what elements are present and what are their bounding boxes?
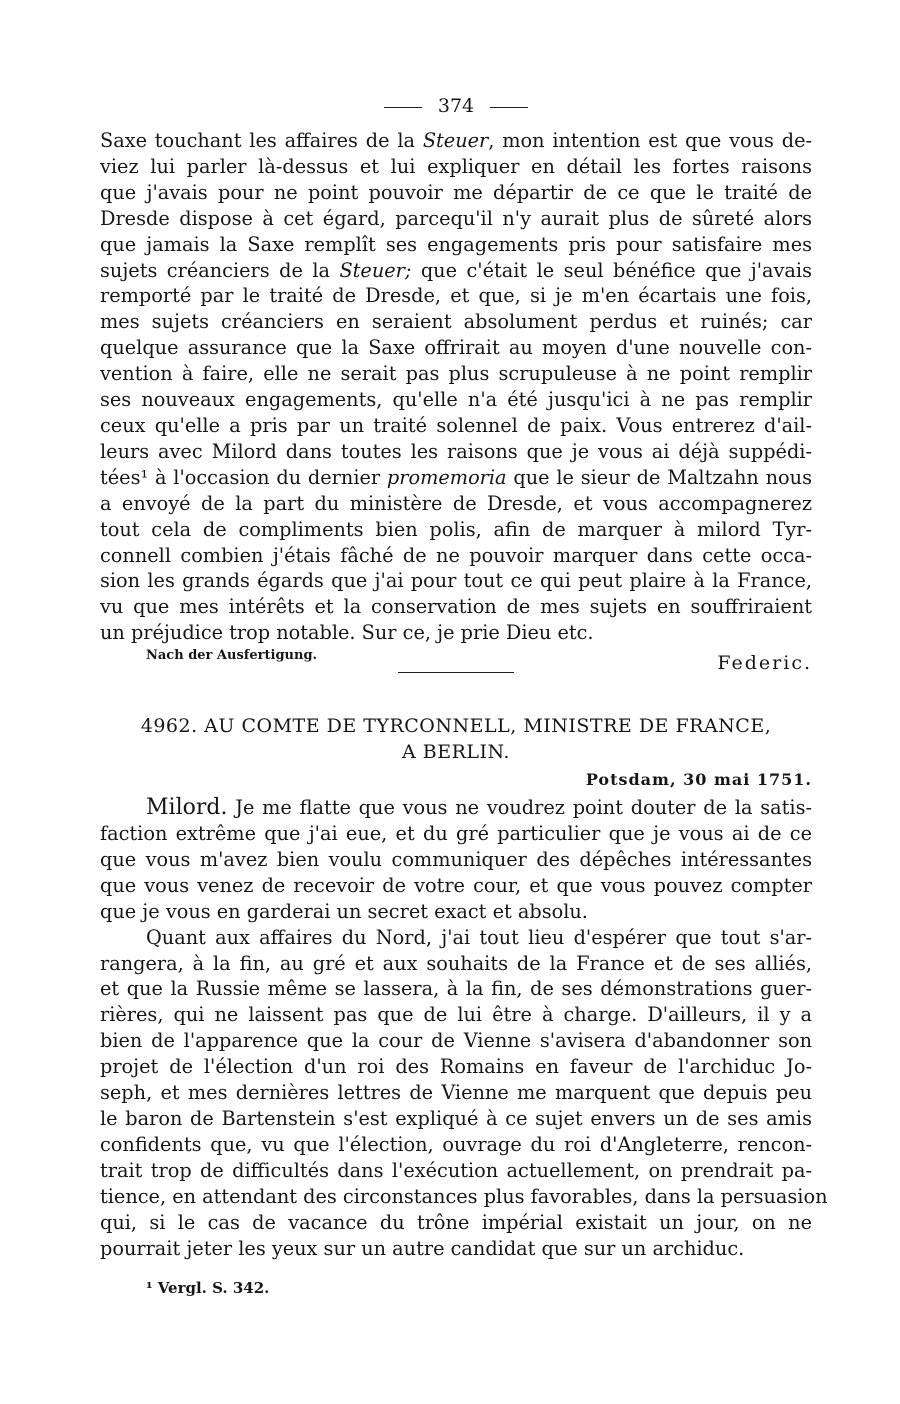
letter-title xyxy=(100,713,812,765)
text-line: et que la Russie même se lassera, à la fin, de ses démonstrations guer- xyxy=(100,977,812,1001)
text-line: vu que mes intérêts et la conservation de mes sujets en souffriraient xyxy=(100,595,812,619)
text-line: rangera, à la fin, au gré et aux souhaits de la France et de ses alliés, xyxy=(100,951,812,975)
text-line: a envoyé de la part du ministère de Dresde, et vous accompagnerez xyxy=(100,491,812,515)
text-line: tience, en attendant des circonstances plus favorables, dans la persuasion xyxy=(100,1184,828,1208)
text-line: que vous venez de recevoir de votre cour, et que vous pouvez compter xyxy=(100,873,812,897)
text-line: trait trop de difficultés dans l'exécution actuellement, on prendrait pa- xyxy=(100,1158,812,1182)
letter-paragraph-2 xyxy=(100,925,828,1262)
continuation-paragraph xyxy=(100,128,812,646)
source-note: Nach der Ausfertigung. xyxy=(146,648,318,664)
page xyxy=(100,88,828,1298)
text-line: Quant aux affaires du Nord, j'ai tout lieu d'espérer que tout s'ar- xyxy=(146,925,812,949)
letter-title-line-1: 4962. AU COMTE DE TYRCONNELL, MINISTRE DE FRANCE, xyxy=(140,715,772,738)
text-line: bien de l'apparence que la cour de Vienne s'avisera d'abandonner son xyxy=(100,1029,812,1053)
text-line: sujets créanciers de la Steuer; que c'était le seul bénéfice que j'avais xyxy=(100,258,812,282)
text-line: ses nouveaux engagements, qu'elle n'a été jusqu'ici à ne pas remplir xyxy=(100,388,812,412)
dateline: Potsdam, 30 mai 1751. xyxy=(585,770,812,790)
letter-title-line-2: A BERLIN. xyxy=(402,741,510,764)
header-dash-right xyxy=(490,107,528,108)
text-line: que jamais la Saxe remplît ses engagements pris pour satisfaire mes xyxy=(100,232,812,256)
text-line: qui, si le cas de vacance du trône impérial existait un jour, on ne xyxy=(100,1210,812,1234)
text-line: ceux qu'elle a pris par un traité solennel de paix. Vous entrerez d'ail- xyxy=(100,413,812,437)
text-line: tées¹ à l'occasion du dernier promemoria que le sieur de Maltzahn nous xyxy=(100,465,812,489)
text-line: sion les grands égards que j'ai pour tout ce qui peut plaire à la France, xyxy=(100,569,812,593)
text-line: tout cela de compliments bien polis, afin de marquer à milord Tyr- xyxy=(100,517,812,541)
running-header xyxy=(100,88,812,128)
text-line: pourrait jeter les yeux sur un autre candidat que sur un archiduc. xyxy=(100,1236,745,1260)
text-line: que j'avais pour ne point pouvoir me départir de ce que le traité de xyxy=(100,180,812,204)
text-line: que vous m'avez bien voulu communiquer des dépêches intéressantes xyxy=(100,847,812,871)
text-line: le baron de Bartenstein s'est expliqué à ce sujet envers un de ses amis xyxy=(100,1107,812,1130)
text-line: que je vous en garderai un secret exact et absolu. xyxy=(100,899,588,923)
text-line: remporté par le traité de Dresde, et que, si je m'en écartais une fois, xyxy=(100,284,812,308)
salutation: Milord. xyxy=(146,795,228,821)
text-line: quelque assurance que la Saxe offrirait au moyen d'une nouvelle con- xyxy=(100,336,812,360)
text-line: Saxe touchant les affaires de la Steuer, mon intention est que vous de- xyxy=(100,129,813,152)
header-dash-left xyxy=(384,107,422,108)
text-line: leurs avec Milord dans toutes les raisons que je vous ai déjà suppédi- xyxy=(100,439,812,463)
text-line: faction extrême que j'ai eue, et du gré particulier que je vous ai de ce xyxy=(100,822,812,846)
signature: Federic. xyxy=(717,652,812,675)
text-line: rières, qui ne laissent pas que de lui être à charge. D'ailleurs, il y a xyxy=(100,1003,812,1027)
letter-paragraph-1 xyxy=(100,795,812,925)
text-line: viez lui parler là-dessus et lui expliquer en détail les fortes raisons xyxy=(100,154,812,178)
text-line: vention à faire, elle ne serait pas plus scrupuleuse à ne point remplir xyxy=(100,362,812,386)
text-line: Milord. Je me flatte que vous ne voudrez point douter de la satis- xyxy=(146,795,812,821)
text-line: mes sujets créanciers en seraient absolument perdus et ruinés; car xyxy=(100,310,812,334)
text-line: connell combien j'étais fâché de ne pouvoir marquer dans cette occa- xyxy=(100,543,812,567)
text-line: seph, et mes dernières lettres de Vienne me marquent que depuis peu xyxy=(100,1081,812,1105)
text-line: Dresde dispose à cet égard, parcequ'il n'y aurait plus de sûreté alors xyxy=(100,206,812,230)
page-number: 374 xyxy=(437,95,475,117)
text-line: un préjudice trop notable. Sur ce, je prie Dieu etc. xyxy=(100,621,594,645)
section-divider xyxy=(398,672,514,673)
footnote: ¹ Vergl. S. 342. xyxy=(146,1279,270,1298)
text-line: projet de l'élection d'un roi des Romains en faveur de l'archiduc Jo- xyxy=(100,1055,812,1079)
text-line: confidents que, vu que l'élection, ouvrage du roi d'Angleterre, rencon- xyxy=(100,1132,812,1156)
